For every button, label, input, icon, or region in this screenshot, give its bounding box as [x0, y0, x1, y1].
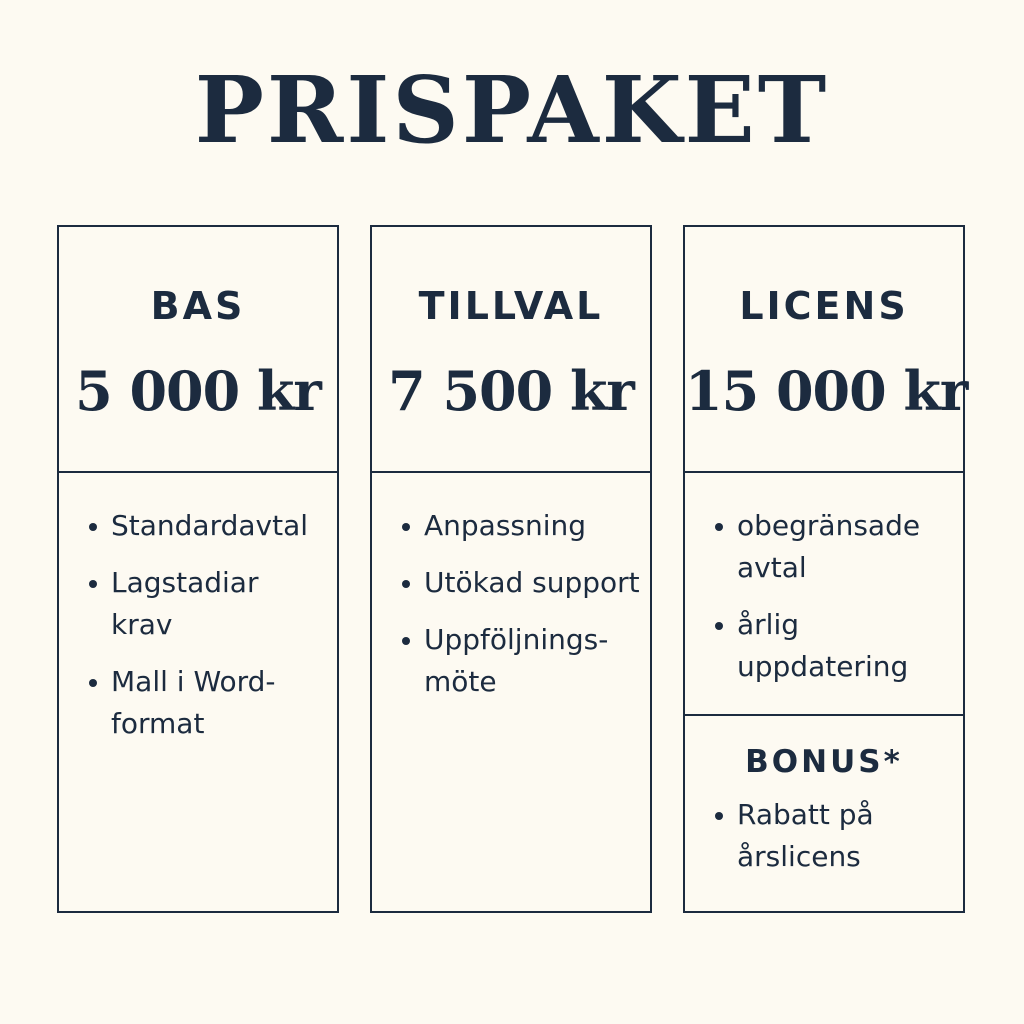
package-price: 5 000 kr: [75, 359, 321, 423]
feature-item: Standardavtal: [89, 505, 327, 547]
feature-item: obegränsade avtal: [715, 505, 953, 589]
feature-item: Lagstadiar krav: [89, 562, 327, 646]
bonus-section: [685, 714, 963, 911]
bonus-feature-list: [715, 794, 953, 893]
package-price: 7 500 kr: [388, 359, 634, 423]
feature-item: årlig uppdatering: [715, 604, 953, 688]
feature-list: [715, 505, 953, 703]
page-title: PRISPAKET: [194, 56, 830, 164]
package-name: BAS: [150, 284, 246, 328]
bonus-title: BONUS*: [745, 744, 903, 780]
feature-list: [402, 505, 640, 718]
feature-item: Uppföljnings- möte: [402, 619, 640, 703]
package-card-licens: [683, 225, 968, 913]
feature-list: [89, 505, 327, 760]
package-name: TILLVAL: [418, 284, 604, 328]
feature-item: Utökad support: [402, 562, 640, 604]
package-price: 15 000 kr: [685, 359, 968, 423]
package-header: [372, 227, 650, 473]
feature-item: Mall i Word- format: [89, 661, 327, 745]
package-header: [59, 227, 337, 473]
package-card-bas: [57, 225, 339, 913]
package-name: LICENS: [739, 284, 909, 328]
package-header: [685, 227, 968, 473]
package-card-tillval: [370, 225, 652, 913]
feature-item: Anpassning: [402, 505, 640, 547]
bonus-feature-item: Rabatt på årslicens: [715, 794, 953, 878]
